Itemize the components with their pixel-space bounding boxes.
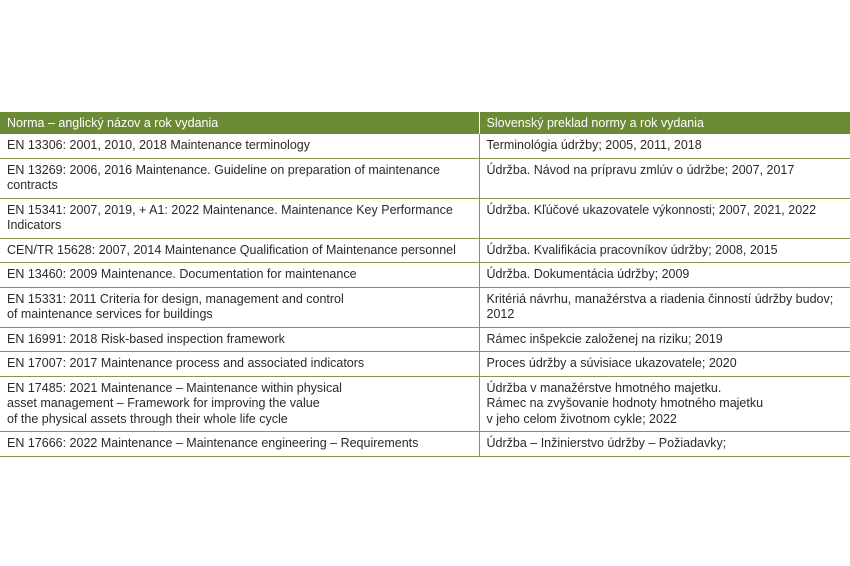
table-body <box>0 134 850 456</box>
standards-table <box>0 112 850 457</box>
table-row <box>0 134 850 158</box>
table-row <box>0 287 850 327</box>
cell-english: EN 15341: 2007, 2019, + A1: 2022 Maintenance. Maintenance Key Performance Indicators <box>0 198 479 238</box>
cell-slovak: Údržba. Kľúčové ukazovatele výkonnosti; 2007, 2021, 2022 <box>479 198 850 238</box>
cell-slovak: Údržba – Inžinierstvo údržby – Požiadavky; <box>479 432 850 457</box>
table-row <box>0 198 850 238</box>
cell-english: EN 17007: 2017 Maintenance process and associated indicators <box>0 352 479 377</box>
cell-english: EN 13460: 2009 Maintenance. Documentation for maintenance <box>0 263 479 288</box>
cell-slovak: Údržba. Kvalifikácia pracovníkov údržby; 2008, 2015 <box>479 238 850 263</box>
cell-slovak: Údržba. Dokumentácia údržby; 2009 <box>479 263 850 288</box>
table-row <box>0 376 850 432</box>
table-header <box>0 112 850 134</box>
table-row <box>0 158 850 198</box>
table-row <box>0 432 850 457</box>
table-row <box>0 263 850 288</box>
header-english-title: Norma – anglický názov a rok vydania <box>0 112 479 134</box>
cell-slovak: Údržba. Návod na prípravu zmlúv o údržbe; 2007, 2017 <box>479 158 850 198</box>
standards-table-container <box>0 112 850 457</box>
cell-english: EN 13269: 2006, 2016 Maintenance. Guideline on preparation of maintenance contracts <box>0 158 479 198</box>
cell-english: EN 16991: 2018 Risk-based inspection framework <box>0 327 479 352</box>
cell-english: EN 17666: 2022 Maintenance – Maintenance engineering – Requirements <box>0 432 479 457</box>
cell-english: EN 13306: 2001, 2010, 2018 Maintenance terminology <box>0 134 479 158</box>
table-row <box>0 327 850 352</box>
cell-english: CEN/TR 15628: 2007, 2014 Maintenance Qualification of Maintenance personnel <box>0 238 479 263</box>
cell-slovak: Rámec inšpekcie založenej na riziku; 2019 <box>479 327 850 352</box>
cell-slovak: Proces údržby a súvisiace ukazovatele; 2020 <box>479 352 850 377</box>
header-row <box>0 112 850 134</box>
cell-slovak: Údržba v manažérstve hmotného majetku. Rámec na zvyšovanie hodnoty hmotného majetku v jeho celom životnom cykle; 2022 <box>479 376 850 432</box>
cell-english: EN 15331: 2011 Criteria for design, management and control of maintenance services for buildings <box>0 287 479 327</box>
table-row <box>0 352 850 377</box>
header-slovak-translation: Slovenský preklad normy a rok vydania <box>479 112 850 134</box>
table-row <box>0 238 850 263</box>
cell-english: EN 17485: 2021 Maintenance – Maintenance within physical asset management – Framework for improving the value of the physical assets through their whole life cycle <box>0 376 479 432</box>
cell-slovak: Kritériá návrhu, manažérstva a riadenia činností údržby budov; 2012 <box>479 287 850 327</box>
cell-slovak: Terminológia údržby; 2005, 2011, 2018 <box>479 134 850 158</box>
